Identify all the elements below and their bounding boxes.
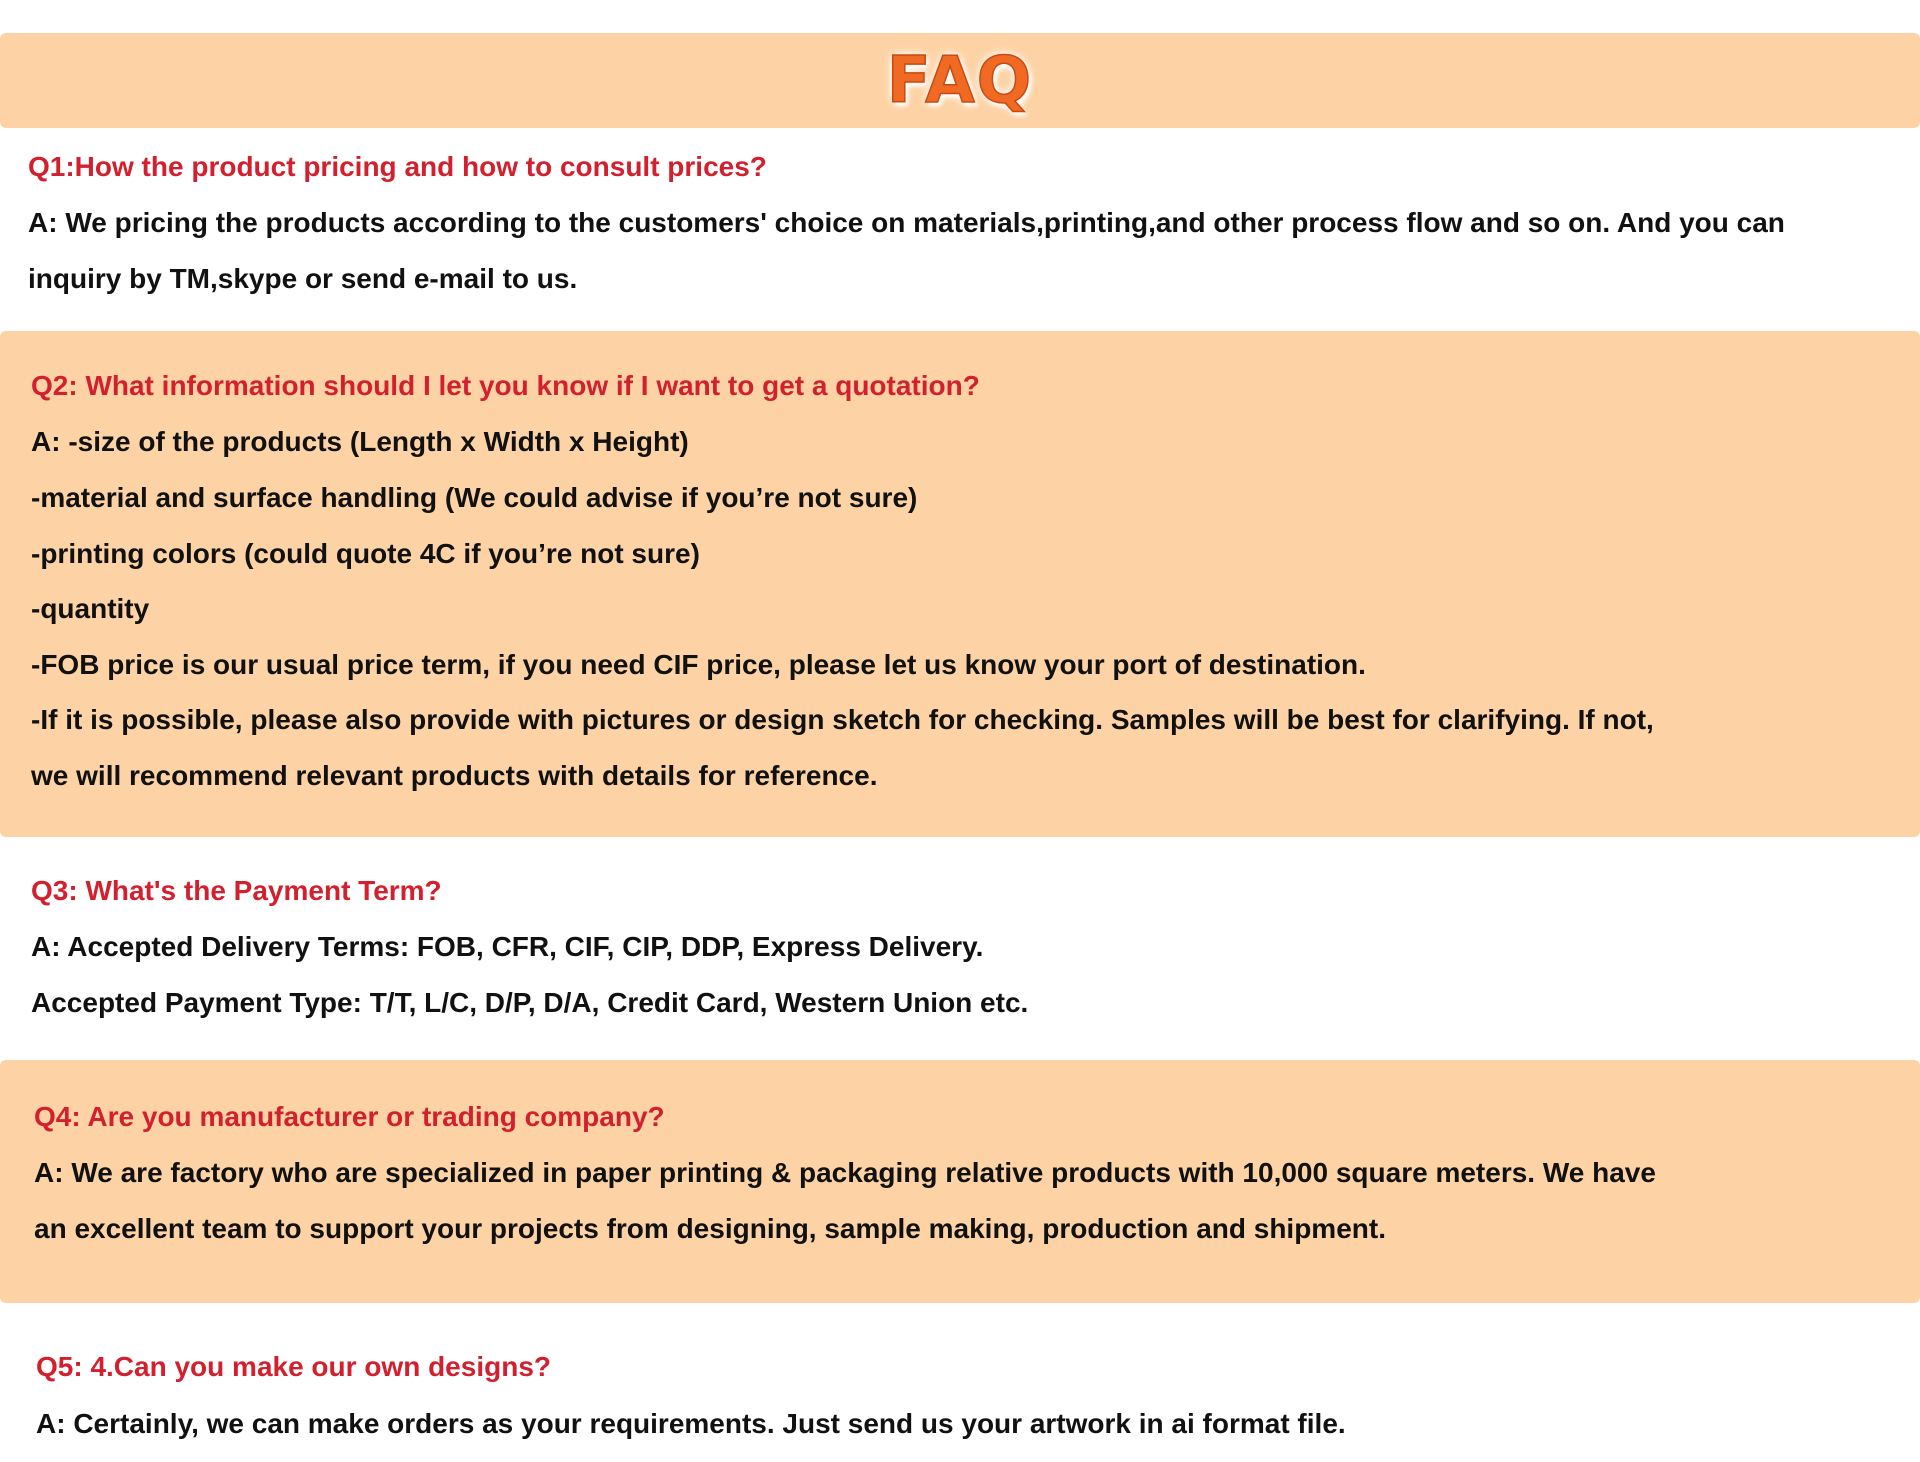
faq-item-3	[0, 837, 1920, 1060]
answer-3-line-1: A: Accepted Delivery Terms: FOB, CFR, CIF, CIP, DDP, Express Delivery.	[31, 931, 984, 962]
answer-2-line-2: -material and surface handling (We could advise if you’re not sure)	[31, 482, 918, 513]
question-2: Q2: What information should I let you know if I want to get a quotation?	[31, 370, 980, 401]
faq-item-1	[0, 128, 1920, 331]
answer-2-line-7: we will recommend relevant products with details for reference.	[31, 760, 878, 791]
answer-4-line-2: an excellent team to support your projects from designing, sample making, production and shipment.	[34, 1213, 1386, 1244]
answer-1-line-1: A: We pricing the products according to the customers' choice on materials,printing,and other process flow and so on. And you can	[28, 207, 1785, 238]
answer-5-line-1: A: Certainly, we can make orders as your requirements. Just send us your artwork in ai format file.	[36, 1408, 1346, 1439]
answer-2-line-6: -If it is possible, please also provide with pictures or design sketch for checking. Samples will be best for clarifying. If not,	[31, 704, 1654, 735]
faq-banner	[0, 33, 1920, 128]
answer-3-line-2: Accepted Payment Type: T/T, L/C, D/P, D/A, Credit Card, Western Union etc.	[31, 987, 1029, 1018]
answer-2-line-1: A: -size of the products (Length x Width x Height)	[31, 426, 689, 457]
answer-1-line-2: inquiry by TM,skype or send e-mail to us.	[28, 263, 578, 294]
question-4: Q4: Are you manufacturer or trading company?	[34, 1101, 665, 1132]
faq-title: FAQ	[886, 43, 1034, 118]
question-1: Q1:How the product pricing and how to consult prices?	[28, 151, 767, 182]
question-5: Q5: 4.Can you make our own designs?	[36, 1351, 551, 1382]
answer-4-line-1: A: We are factory who are specialized in paper printing & packaging relative products with 10,000 square meters. We have	[34, 1157, 1656, 1188]
faq-item-2	[0, 331, 1920, 837]
question-3: Q3: What's the Payment Term?	[31, 875, 442, 906]
answer-2-line-4: -quantity	[31, 593, 150, 624]
faq-item-4	[0, 1060, 1920, 1303]
faq-item-5	[0, 1303, 1920, 1462]
answer-2-line-5: -FOB price is our usual price term, if you need CIF price, please let us know your port of destination.	[31, 649, 1366, 680]
answer-2-line-3: -printing colors (could quote 4C if you’re not sure)	[31, 538, 700, 569]
